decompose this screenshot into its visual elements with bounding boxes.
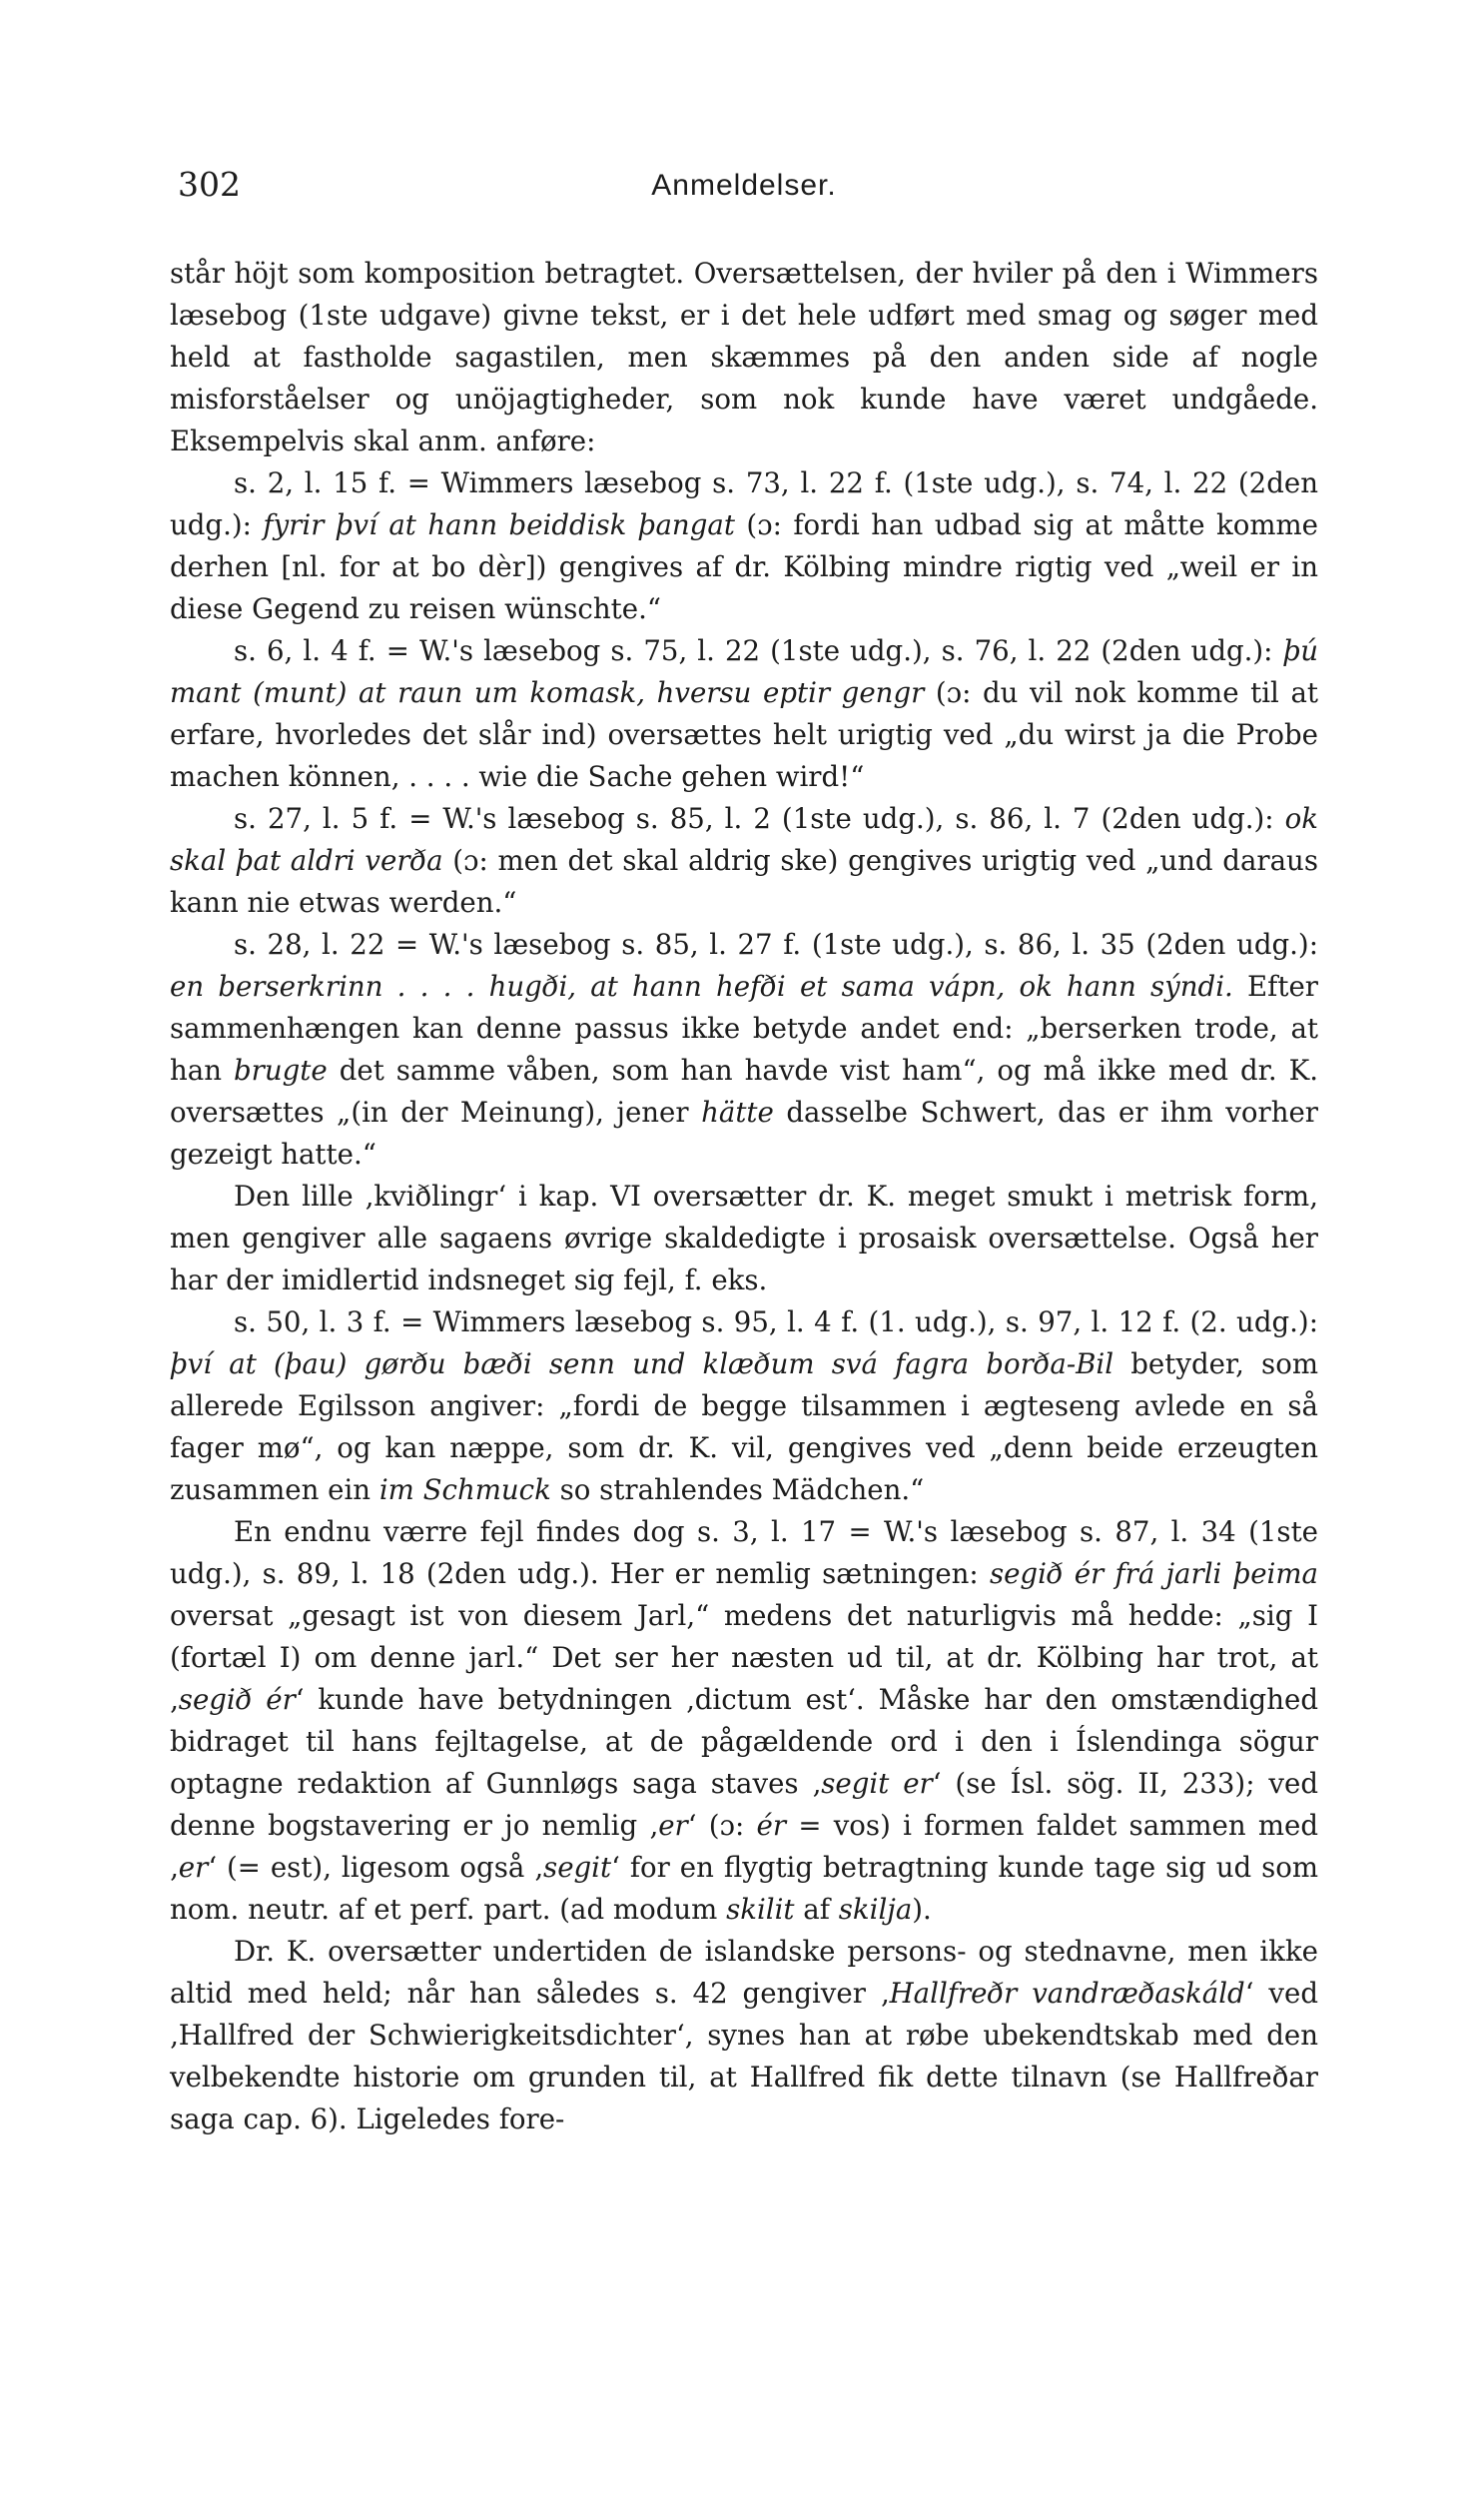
page-number: 302 xyxy=(178,165,241,204)
italic-text: því at (þau) gørðu bæði senn und klæðum svá fagra borða-Bil xyxy=(170,1347,1114,1380)
italic-text: ér xyxy=(756,1809,787,1842)
text-segment: so strahlendes Mädchen.“ xyxy=(550,1473,925,1506)
book-page xyxy=(170,165,1318,2140)
text-segment: af xyxy=(794,1893,839,1926)
italic-text: fyrir því at hann beiddisk þangat xyxy=(263,508,735,541)
text-segment: En endnu værre fejl findes dog s. 3, l. 17 = W.'s læsebog s. 87, l. 34 (1ste udg.), s. 89, l. 18 (2den udg.). Her er nemlig sætningen: xyxy=(170,1515,1318,1590)
text-segment: (ɔ: men det skal aldrig ske) gengives urigtig ved „und daraus kann nie etwas werden.“ xyxy=(170,844,1318,919)
paragraph xyxy=(170,1301,1318,1511)
paragraph xyxy=(170,253,1318,462)
text-segment: ‘ (= est), ligesom også ‚ xyxy=(208,1851,544,1884)
paragraph xyxy=(170,462,1318,630)
text-segment: (ɔ: du vil nok komme til at erfare, hvorledes det slår ind) oversættes helt urigtig ved „du wirst ja die Probe machen können, . . . . wie die Sache gehen wird!“ xyxy=(170,676,1318,793)
text-segment: ‘ (se Ísl. sög. II, 233); ved denne bogstavering er jo nemlig ‚ xyxy=(170,1767,1318,1842)
text-segment: står höjt som komposition betragtet. Oversættelsen, der hviler på den i Wimmers læsebog (1ste udgave) givne tekst, er i det hele udført med smag og søger med held at fastholde sagastilen, men skæmmes på den anden side af nogle misforståelser og unöjagtigheder, som nok kunde have været undgåede. Eksempelvis skal anm. anføre: xyxy=(170,257,1318,457)
paragraph xyxy=(170,798,1318,924)
text-segment: Den lille ‚kviðlingr‘ i kap. VI oversætter dr. K. meget smukt i metrisk form, men gengiver alle sagaens øvrige skaldedigte i prosaisk oversættelse. Også her har der imidlertid indsneget sig fejl, f. eks. xyxy=(170,1180,1318,1296)
paragraph xyxy=(170,1511,1318,1931)
text-segment: s. 2, l. 15 f. = Wimmers læsebog s. 73, l. 22 f. (1ste udg.), s. 74, l. 22 (2den udg.): xyxy=(170,466,1318,541)
text-segment: (ɔ: fordi han udbad sig at måtte komme derhen [nl. for at bo dèr]) gengives af dr. Kölbing mindre rigtig ved „weil er in diese Gegend zu reisen wünschte.“ xyxy=(170,508,1318,625)
text-segment: = vos) i formen faldet sammen med ‚ xyxy=(170,1809,1318,1884)
text-segment: s. 50, l. 3 f. = Wimmers læsebog s. 95, l. 4 f. (1. udg.), s. 97, l. 12 f. (2. udg.): xyxy=(234,1305,1318,1338)
text-segment: ‘ (ɔ: xyxy=(687,1809,757,1842)
text-segment: ‘ kunde have betydningen ‚dictum est‘. Måske har den omstændighed bidraget til hans fejltagelse, at de pågældende ord i den i Íslendinga sögur optagne redaktion af Gunnløgs saga staves ‚ xyxy=(170,1683,1318,1800)
text-segment: oversat „gesagt ist von diesem Jarl,“ medens det naturligvis må hedde: „sig I (fortæl I) om denne jarl.“ Det ser her næsten ud til, at dr. Kölbing har trot, at ‚ xyxy=(170,1599,1318,1716)
italic-text: skilit xyxy=(726,1893,795,1926)
italic-text: þú mant (munt) at raun um komask, hversu eptir gengr xyxy=(170,634,1318,709)
italic-text: er xyxy=(178,1851,209,1884)
text-segment: s. 27, l. 5 f. = W.'s læsebog s. 85, l. 2 (1ste udg.), s. 86, l. 7 (2den udg.): xyxy=(234,802,1285,835)
text-segment: dasselbe Schwert, das er ihm vorher gezeigt hatte.“ xyxy=(170,1096,1318,1171)
text-segment: ‘ ved ‚Hallfred der Schwierigkeitsdichter‘, synes han at røbe ubekendtskab med den velbekendte historie om grunden til, at Hallfred fik dette tilnavn (se Hallfreðar saga cap. 6). Ligeledes fore- xyxy=(170,1977,1318,2135)
page-body xyxy=(170,253,1318,2140)
text-segment: betyder, som allerede Egilsson angiver: „fordi de begge tilsammen i ægteseng avlede en så fager mø“, og kan næppe, som dr. K. vil, gengives ved „denn beide erzeugten zusammen ein xyxy=(170,1347,1318,1506)
paragraph xyxy=(170,924,1318,1176)
text-segment: Efter sammenhængen kan denne passus ikke betyde andet end: „berserken trode, at han xyxy=(170,970,1318,1087)
italic-text: segit xyxy=(543,1851,612,1884)
page-header xyxy=(170,165,1318,215)
italic-text: skilja xyxy=(838,1893,913,1926)
italic-text: Hallfreðr vandræðaskáld xyxy=(889,1977,1245,2010)
italic-text: im Schmuck xyxy=(378,1473,551,1506)
text-segment: ‘ for en flygtig betragtning kunde tage sig ud som nom. neutr. af et perf. part. (ad modum xyxy=(170,1851,1319,1926)
paragraph xyxy=(170,1931,1318,2140)
running-title: Anmeldelser. xyxy=(651,169,837,202)
italic-text: en berserkrinn . . . . hugði, at hann hefði et sama vápn, ok hann sýndi. xyxy=(170,970,1233,1003)
italic-text: ok skal þat aldri verða xyxy=(170,802,1318,877)
text-segment: s. 28, l. 22 = W.'s læsebog s. 85, l. 27 f. (1ste udg.), s. 86, l. 35 (2den udg.): xyxy=(234,928,1318,961)
text-segment: s. 6, l. 4 f. = W.'s læsebog s. 75, l. 22 (1ste udg.), s. 76, l. 22 (2den udg.): xyxy=(234,634,1283,667)
text-segment: ). xyxy=(912,1893,932,1926)
paragraph xyxy=(170,630,1318,798)
italic-text: segit er xyxy=(821,1767,933,1800)
text-segment: det samme våben, som han havde vist ham“, og må ikke med dr. K. oversættes „(in der Meinung), jener xyxy=(170,1054,1318,1129)
italic-text: er xyxy=(658,1809,688,1842)
italic-text: segið ér xyxy=(178,1683,296,1716)
paragraph xyxy=(170,1176,1318,1301)
text-segment: Dr. K. oversætter undertiden de islandske persons- og stednavne, men ikke altid med held; når han således s. 42 gengiver ‚ xyxy=(170,1935,1318,2010)
italic-text: segið ér frá jarli þeima xyxy=(989,1557,1318,1590)
italic-text: hätte xyxy=(701,1096,774,1129)
italic-text: brugte xyxy=(234,1054,328,1087)
